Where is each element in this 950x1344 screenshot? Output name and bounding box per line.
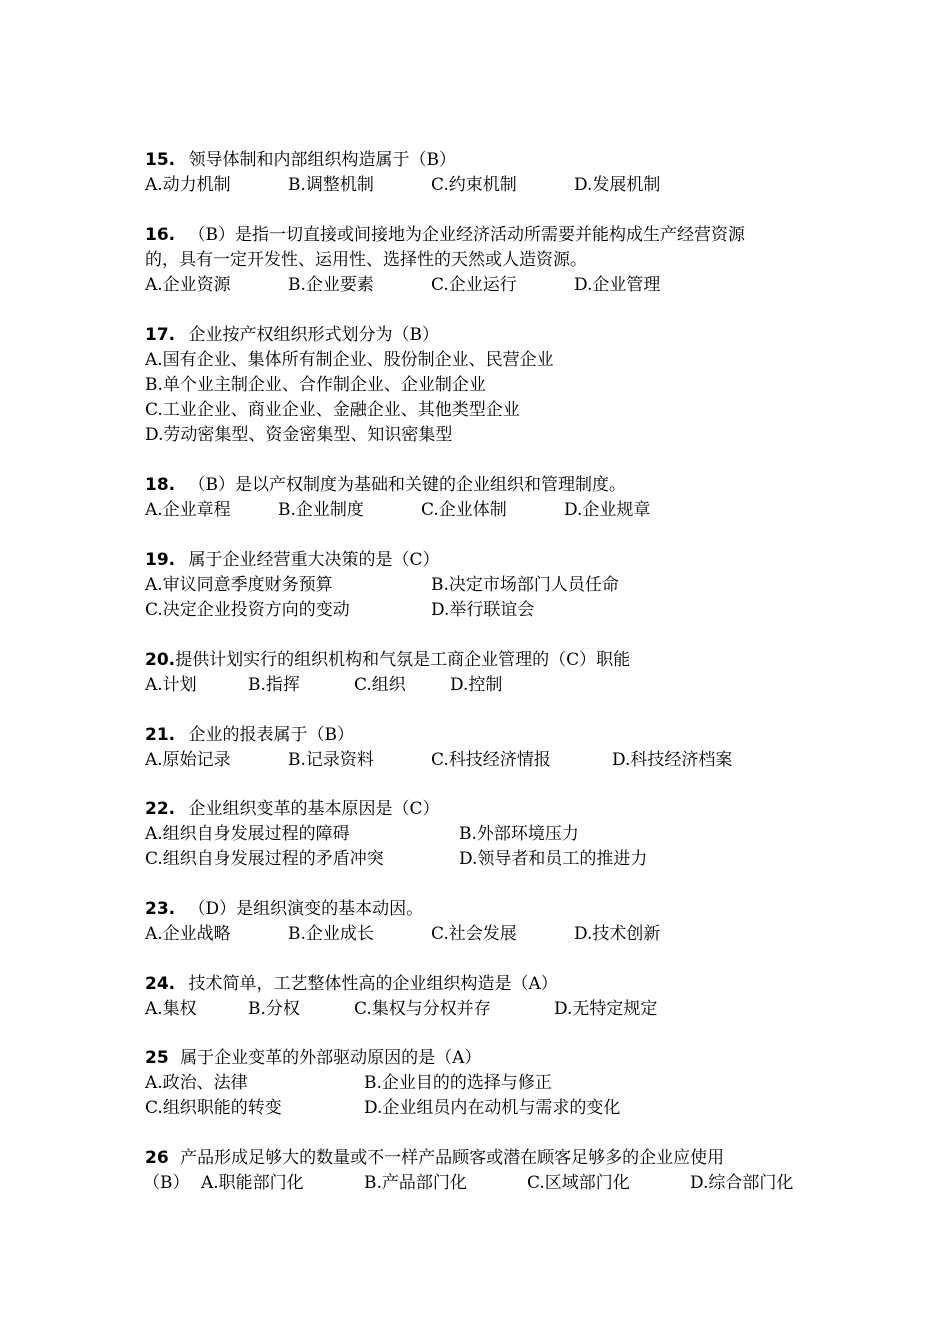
option-a: A.企业资源 [145,275,231,295]
question-stem: （D）是组织演变的基本动因。 [188,899,424,919]
option-b: B.企业要素 [288,275,374,295]
option-b: B.分权 [248,999,300,1019]
option-a: A.政治、法律 [145,1073,248,1093]
option-d: D.企业管理 [574,275,661,295]
answer-marker: （B） [143,1173,190,1193]
option-d: D.控制 [450,675,503,695]
question-stem: 属于企业变革的外部驱动原因的是（A） [180,1048,482,1068]
question-20-stem-line [145,648,630,673]
option-b: B.决定市场部门人员任命 [431,575,619,595]
option-a: A.职能部门化 [201,1173,304,1193]
question-number: 22. [145,799,176,819]
option-b: B.企业目的的选择与修正 [364,1073,552,1093]
question-15-stem-line [145,148,456,173]
question-18-stem-line [145,473,626,498]
question-24-stem-line [145,972,558,997]
option-c: C.科技经济情报 [431,750,551,770]
option-d: D.举行联谊会 [431,600,535,620]
option-b: B.企业成长 [288,924,374,944]
option-c: C.社会发展 [431,924,517,944]
question-stem: 技术简单，工艺整体性高的企业组织构造是（A） [188,974,558,994]
option-a: A.计划 [145,675,197,695]
option-d: D.综合部门化 [690,1173,794,1193]
question-stem: 属于企业经营重大决策的是（C） [188,550,440,570]
question-16-stem-line-2 [145,248,587,273]
option-b: B.产品部门化 [364,1173,467,1193]
question-17-stem-line [145,323,439,348]
option-b: B.指挥 [248,675,300,695]
option-c: C.集权与分权并存 [354,999,491,1019]
option-c: C.区域部门化 [527,1173,630,1193]
question-number: 17. [145,325,176,345]
option-a: A.审议同意季度财务预算 [145,575,333,595]
question-19-stem-line [145,548,440,573]
question-number: 21. [145,725,176,745]
option-c: C.企业体制 [421,500,507,520]
question-17-option-a: A.国有企业、集体所有制企业、股份制企业、民营企业 [145,350,554,370]
question-17-option-c: C.工业企业、商业企业、金融企业、其他类型企业 [145,400,520,420]
question-stem-continued: 的，具有一定开发性、运用性、选择性的天然或人造资源。 [145,250,587,270]
option-d: D.无特定规定 [554,999,658,1019]
question-number: 15. [145,150,176,170]
option-d: D.技术创新 [574,924,661,944]
option-a: A.组织自身发展过程的障碍 [145,824,350,844]
question-number: 18. [145,475,176,495]
question-16-stem-line-1 [145,223,745,248]
option-b: B.外部环境压力 [459,824,579,844]
question-number: 16. [145,225,176,245]
option-d: D.企业规章 [564,500,651,520]
option-a: A.企业战略 [145,924,231,944]
option-b: B.调整机制 [288,175,374,195]
option-b: B.企业制度 [278,500,364,520]
question-number: 24. [145,974,176,994]
option-a: A.动力机制 [145,175,231,195]
question-number: 23. [145,899,176,919]
question-number: 26 [145,1148,169,1168]
option-c: C.组织自身发展过程的矛盾冲突 [145,849,384,869]
option-a: A.集权 [145,999,197,1019]
question-stem: 产品形成足够大的数量或不一样产品顾客或潜在顾客足够多的企业应使用 [180,1148,725,1168]
question-22-stem-line [145,797,440,822]
question-stem: 领导体制和内部组织构造属于（B） [188,150,457,170]
question-17-option-b: B.单个业主制企业、合作制企业、企业制企业 [145,375,486,395]
question-23-stem-line [145,897,423,922]
question-26-stem-line [145,1146,724,1171]
option-b: B.记录资料 [288,750,374,770]
question-21-stem-line [145,723,354,748]
question-stem: 企业组织变革的基本原因是（C） [188,799,440,819]
question-25-stem-line [145,1046,481,1071]
question-number: 20. [145,650,176,670]
question-stem: （B）是指一切直接或间接地为企业经济活动所需要并能构成生产经营资源 [188,225,746,245]
question-17-option-d: D.劳动密集型、资金密集型、知识密集型 [145,425,453,445]
option-a: A.企业章程 [145,500,231,520]
question-stem: 企业的报表属于（B） [188,725,355,745]
option-d: D.企业组员内在动机与需求的变化 [364,1098,621,1118]
question-number: 25 [145,1048,169,1068]
option-d: D.发展机制 [574,175,661,195]
option-c: C.约束机制 [431,175,517,195]
question-stem: （B）是以产权制度为基础和关键的企业组织和管理制度。 [188,475,627,495]
question-stem: 提供计划实行的组织机构和气氛是工商企业管理的（C）职能 [175,650,631,670]
option-d: D.科技经济档案 [612,750,733,770]
question-number: 19. [145,550,176,570]
option-d: D.领导者和员工的推进力 [459,849,648,869]
option-c: C.企业运行 [431,275,517,295]
option-a: A.原始记录 [145,750,231,770]
option-c: C.组织 [354,675,406,695]
question-stem: 企业按产权组织形式划分为（B） [188,325,440,345]
option-c: C.组织职能的转变 [145,1098,282,1118]
option-c: C.决定企业投资方向的变动 [145,600,350,620]
